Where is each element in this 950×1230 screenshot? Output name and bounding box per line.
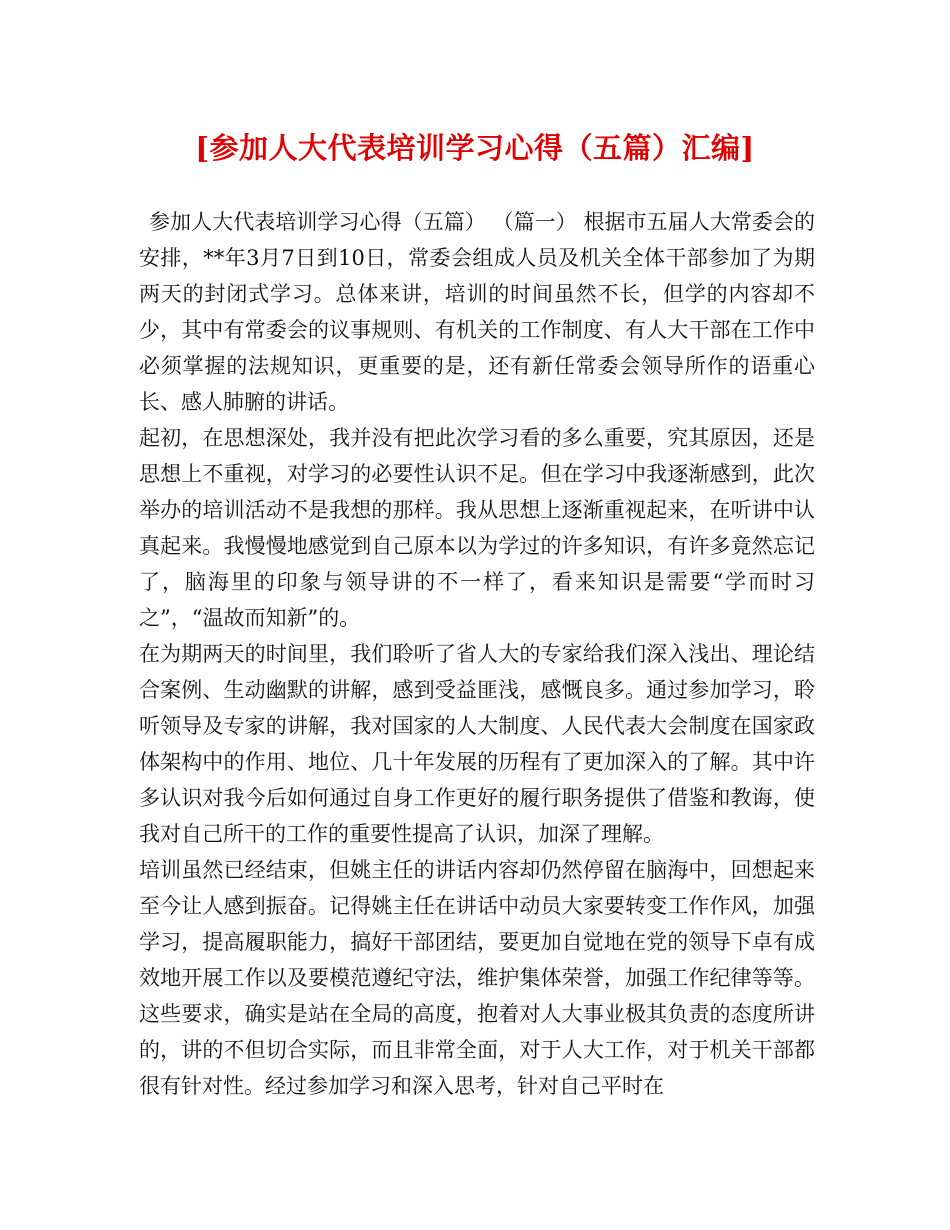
document-title: [参加人大代表培训学习心得（五篇）汇编] xyxy=(195,131,755,165)
paragraph-4: 培训虽然已经结束，但姚主任的讲话内容却仍然停留在脑海中，回想起来至今让人感到振奋。记得姚主任在讲话中动员大家要转变工作作风，加强学习，提高履职能力，搞好干部团结，要更加自觉地在党的领导下卓有成效地开展工作以及要模范遵纪守法，维护集体荣誉，加强工作纪律等等。这些要求，确实是站在全局的高度，抱着对人大事业极其负责的态度所讲的，讲的不但切合实际，而且非常全面，对于人大工作，对于机关干部都很有针对性。经过参加学习和深入思考，针对自己平时在 xyxy=(139,858,815,1098)
paragraph-2: 起初，在思想深处，我并没有把此次学习看的多么重要，究其原因，还是思想上不重视，对学习的必要性认识不足。但在学习中我逐渐感到，此次举办的培训活动不是我想的那样。我从思想上逐渐重视起来，在听讲中认真起来。我慢慢地感觉到自己原本以为学过的许多知识，有许多竟然忘记了，脑海里的印象与领导讲的不一样了，看来知识是需要“学而时习之”，“温故而知新”的。 xyxy=(139,426,815,630)
document-body xyxy=(139,204,815,1104)
paragraph-3: 在为期两天的时间里，我们聆听了省人大的专家给我们深入浅出、理论结合案例、生动幽默的讲解，感到受益匪浅，感慨良多。通过参加学习，聆听领导及专家的讲解，我对国家的人大制度、人民代表大会制度在国家政体架构中的作用、地位、几十年发展的历程有了更加深入的了解。其中许多认识对我今后如何通过自身工作更好的履行职务提供了借鉴和教诲，使我对自己所干的工作的重要性提高了认识，加深了理解。 xyxy=(139,642,815,846)
paragraph-1: 参加人大代表培训学习心得（五篇） （篇一） 根据市五届人大常委会的安排，**年3月7日到10日，常委会组成人员及机关全体干部参加了为期两天的封闭式学习。总体来讲，培训的时间虽然不长，但学的内容却不少，其中有常委会的议事规则、有机关的工作制度、有人大干部在工作中必须掌握的法规知识，更重要的是，还有新任常委会领导所作的语重心长、感人肺腑的讲话。 xyxy=(139,210,815,414)
